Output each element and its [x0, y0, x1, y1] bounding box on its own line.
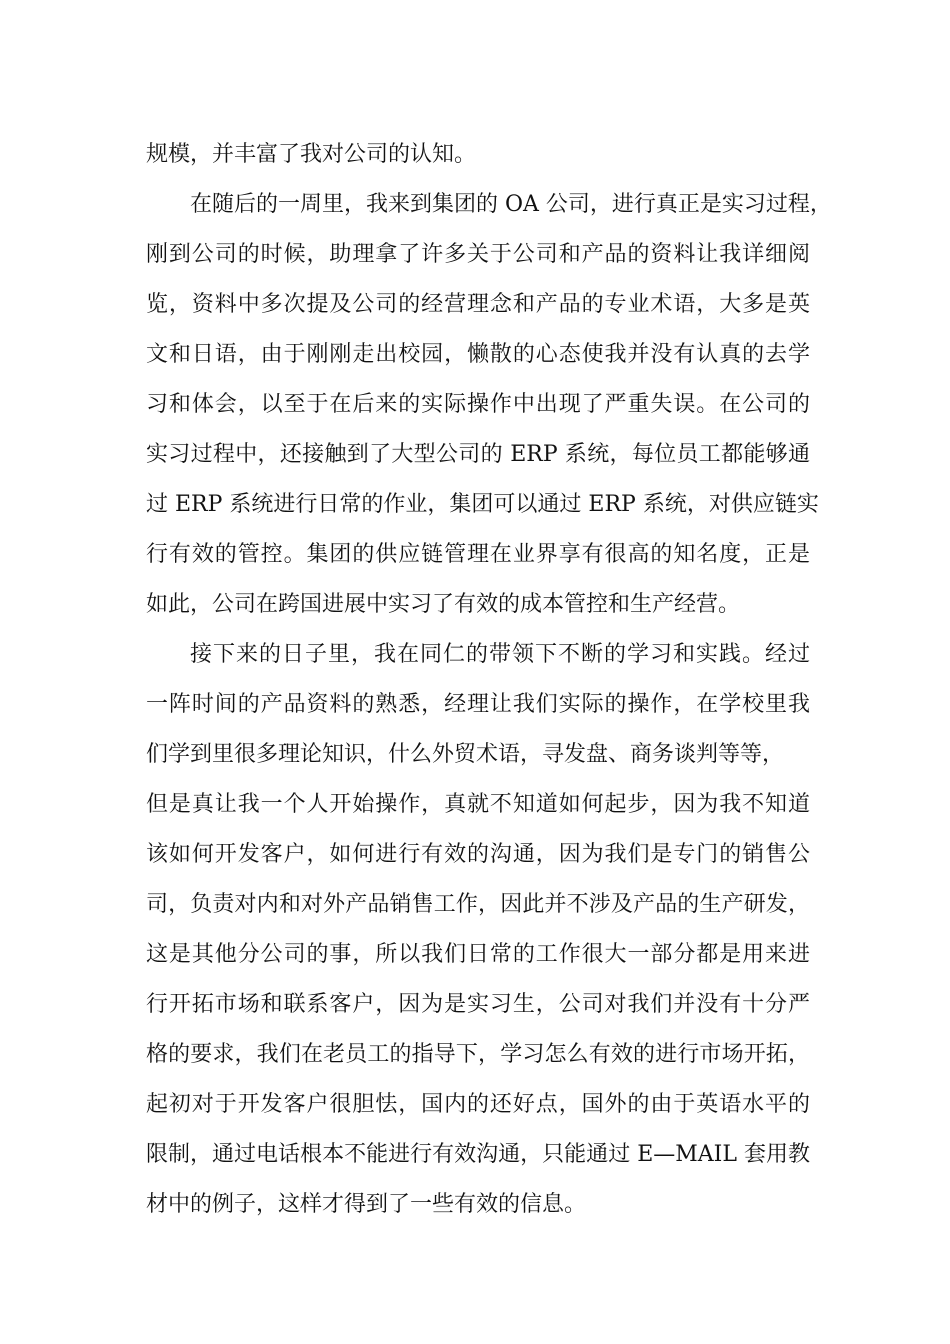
- text-line: 司，负责对内和对外产品销售工作，因此并不涉及产品的生产研发，: [146, 892, 810, 917]
- text-line: 限制，通过电话根本不能进行有效沟通，只能通过 E—MAIL 套用教: [146, 1142, 810, 1167]
- paragraph-first-line: 在随后的一周里，我来到集团的 OA 公司，进行真正是实习过程，: [190, 192, 832, 217]
- text-line: 一阵时间的产品资料的熟悉，经理让我们实际的操作，在学校里我: [146, 692, 810, 717]
- text-line: 这是其他分公司的事，所以我们日常的工作很大一部分都是用来进: [146, 942, 810, 967]
- text-line: 实习过程中，还接触到了大型公司的 ERP 系统，每位员工都能够通: [146, 442, 810, 467]
- text-line: 文和日语，由于刚刚走出校园，懒散的心态使我并没有认真的去学: [146, 342, 810, 367]
- document-body: [146, 130, 832, 1230]
- text-line: 过 ERP 系统进行日常的作业，集团可以通过 ERP 系统，对供应链实: [146, 492, 819, 517]
- text-line: 起初对于开发客户很胆怯，国内的还好点，国外的由于英语水平的: [146, 1092, 810, 1117]
- text-line: 刚到公司的时候，助理拿了许多关于公司和产品的资料让我详细阅: [146, 242, 810, 267]
- text-line: 格的要求，我们在老员工的指导下，学习怎么有效的进行市场开拓，: [146, 1042, 810, 1067]
- paragraph-last-line: 如此，公司在跨国进展中实习了有效的成本管控和生产经营。: [146, 592, 741, 617]
- text-line: 该如何开发客户，如何进行有效的沟通，因为我们是专门的销售公: [146, 842, 810, 867]
- text-line: 览，资料中多次提及公司的经营理念和产品的专业术语，大多是英: [146, 292, 810, 317]
- text-line: 但是真让我一个人开始操作，真就不知道如何起步，因为我不知道: [146, 792, 810, 817]
- text-line: 行开拓市场和联系客户，因为是实习生，公司对我们并没有十分严: [146, 992, 810, 1017]
- paragraph-first-line: 接下来的日子里，我在同仁的带领下不断的学习和实践。经过: [190, 642, 810, 667]
- text-line: 们学到里很多理论知识，什么外贸术语，寻发盘、商务谈判等等，: [146, 742, 785, 767]
- paragraph-last-line: 材中的例子，这样才得到了一些有效的信息。: [146, 1192, 587, 1217]
- text-line: 规模，并丰富了我对公司的认知。: [146, 142, 477, 167]
- text-line: 习和体会，以至于在后来的实际操作中出现了严重失误。在公司的: [146, 392, 810, 417]
- text-line: 行有效的管控。集团的供应链管理在业界享有很高的知名度，正是: [146, 542, 810, 567]
